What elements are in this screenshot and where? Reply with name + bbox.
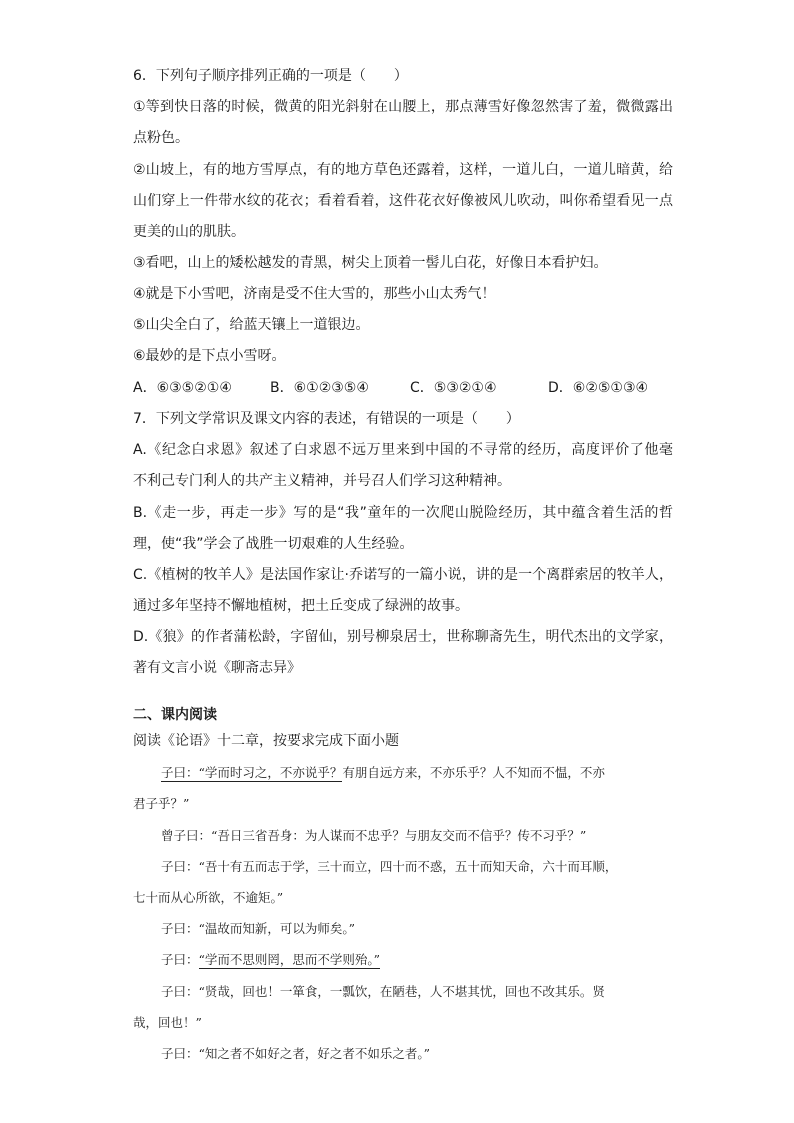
choice-d-line-2: 著有文言小说《聊斋志异》 (133, 660, 301, 676)
sentence-2-line-3: 更美的山的肌肤。 (133, 224, 245, 240)
section-title: 二、课内阅读 (133, 707, 217, 723)
lunyu-para-4: 子曰：“温故而知新，可以为师矣。” (161, 921, 356, 936)
lunyu-para-3-line-2: 七十而从心所欲，不逾矩。” (133, 890, 284, 905)
choice-d-line-1: D.《狼》的作者蒲松龄，字留仙，别号柳泉居士，世称聊斋先生，明代杰出的文学家， (133, 629, 673, 645)
option-b: B．⑥①②③⑤④ (270, 380, 369, 396)
lunyu-para-1-prefix: 子曰： (161, 765, 199, 780)
choice-a-line-1: A.《纪念白求恩》叙述了白求恩不远万里来到中国的不寻常的经历，高度评价了他毫 (133, 442, 673, 458)
question-7-stem: 7．下列文学常识及课文内容的表述，有错误的一项是（ ） (133, 411, 520, 427)
sentence-5: ⑤山尖全白了，给蓝天镶上一道银边。 (133, 317, 370, 333)
choice-a-line-2: 不利己专门利人的共产主义精神，并号召人们学习这种精神。 (133, 473, 511, 489)
lunyu-para-6-line-1: 子曰：“贤哉，回也！一箪食，一瓢饮，在陋巷，人不堪其忧，回也不改其乐。贤 (161, 984, 605, 999)
sentence-1-line-2: 点粉色。 (133, 130, 189, 146)
lunyu-para-1-underlined: “学而时习之，不亦说乎？ (198, 765, 343, 780)
sentence-4: ④就是下小雪吧，济南是受不住大雪的，那些小山太秀气！ (133, 286, 496, 302)
sentence-3: ③看吧，山上的矮松越发的青黑，树尖上顶着一髻儿白花，好像日本看护妇。 (133, 255, 608, 271)
lunyu-para-7: 子曰：“知之者不如好之者，好之者不如乐之者。” (161, 1046, 431, 1061)
choice-b-line-1: B.《走一步，再走一步》写的是“我”童年的一次爬山脱险经历，其中蕴含着生活的哲 (133, 505, 673, 521)
lunyu-para-6-line-2: 哉，回也！” (133, 1015, 202, 1030)
lunyu-para-3-line-1: 子曰：“吾十有五而志于学，三十而立，四十而不惑，五十而知天命，六十而耳顺， (161, 859, 618, 874)
section-intro: 阅读《论语》十二章，按要求完成下面小题 (133, 733, 399, 749)
choice-c-line-1: C.《植树的牧羊人》是法国作家让·乔诺写的一篇小说，讲的是一个离群索居的牧羊人， (133, 567, 673, 583)
option-a: A．⑥③⑤②①④ (133, 380, 232, 396)
sentence-2-line-1: ②山坡上，有的地方雪厚点，有的地方草色还露着，这样，一道儿白，一道儿暗黄，给 (133, 162, 673, 178)
sentence-6: ⑥最妙的是下点小雪呀。 (133, 348, 286, 364)
choice-b-line-2: 理，使“我”学会了战胜一切艰难的人生经验。 (133, 536, 414, 552)
option-d: D．⑥②⑤①③④ (548, 380, 649, 396)
lunyu-para-2: 曾子曰：“吾日三省吾身：为人谋而不忠乎？与朋友交而不信乎？传不习乎？” (161, 828, 587, 843)
lunyu-para-5 (161, 950, 380, 970)
lunyu-para-1-line-2: 君子乎？” (133, 796, 190, 811)
question-6-stem: 6．下列句子顺序排列正确的一项是（ ） (133, 68, 408, 84)
lunyu-para-1-line-1 (161, 763, 605, 783)
sentence-1-line-1: ①等到快日落的时候，微黄的阳光斜射在山腰上，那点薄雪好像忽然害了羞，微微露出 (133, 99, 673, 115)
lunyu-para-5-prefix: 子曰： (161, 952, 199, 967)
lunyu-para-1-rest: 有朋自远方来，不亦乐乎？人不知而不愠，不亦 (342, 765, 605, 780)
lunyu-para-5-underlined: “学而不思则罔，思而不学则殆。” (198, 952, 381, 967)
option-c: C．⑤③②①④ (410, 380, 497, 396)
sentence-2-line-2: 山们穿上一件带水纹的花衣；看着看着，这件花衣好像被风儿吹动，叫你希望看见一点 (133, 193, 673, 209)
choice-c-line-2: 通过多年坚持不懈地植树，把土丘变成了绿洲的故事。 (133, 598, 469, 614)
